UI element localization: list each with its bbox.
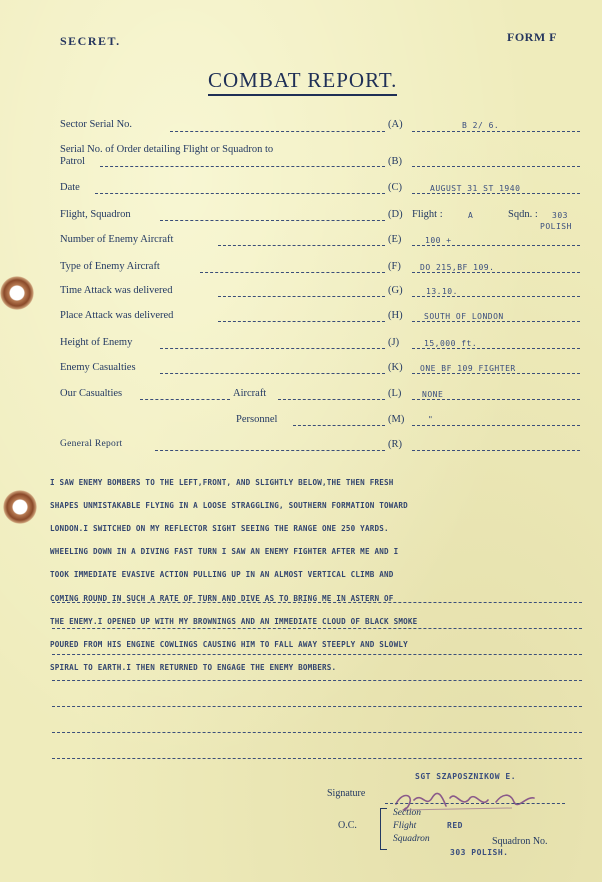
report-line: TOOK IMMEDIATE EVASIVE ACTION PULLING UP IN AN ALMOST VERTICAL CLIMB AND (50, 570, 394, 580)
field-label-height-enemy: Height of Enemy (60, 337, 133, 348)
report-line: COMING ROUND IN SUCH A RATE OF TURN AND DIVE AS TO BRING ME IN ASTERN OF (50, 593, 394, 603)
report-line: SHAPES UNMISTAKABLE FLYING IN A LOOSE STRAGGLING, SOUTHERN FORMATION TOWARD (50, 500, 408, 510)
field-value-place-attack: SOUTH OF LONDON (424, 312, 504, 321)
field-letter: (J) (388, 337, 400, 348)
field-sub-personnel: Personnel (236, 414, 278, 425)
field-label-enemy-casualties: Enemy Casualties (60, 362, 136, 373)
report-line: SPIRAL TO EARTH.I THEN RETURNED TO ENGAGE THE ENEMY BOMBERS. (50, 663, 337, 673)
field-value-height-enemy: 15,000 ft. (424, 339, 478, 348)
leader-dots (293, 425, 385, 426)
squadron-no-label: Squadron No. (492, 836, 548, 847)
field-letter: (H) (388, 310, 403, 321)
typed-pilot-name: SGT SZAPOSZNIKOW E. (415, 772, 517, 781)
field-value-squadron-name: POLISH (540, 222, 572, 231)
value-line (412, 131, 580, 132)
value-line (412, 193, 580, 194)
field-letter: (B) (388, 156, 402, 167)
field-label-number-enemy: Number of Enemy Aircraft (60, 234, 174, 245)
field-letter: (K) (388, 362, 403, 373)
field-letter: (D) (388, 209, 403, 220)
field-label-our-casualties: Our Casualties (60, 388, 123, 399)
blank-report-line (52, 758, 582, 759)
section-label: Section (393, 808, 421, 818)
field-letter: (G) (388, 285, 403, 296)
field-label-place-attack: Place Attack was delivered (60, 310, 174, 321)
field-value-flight: A (468, 211, 474, 220)
leader-dots (100, 166, 385, 167)
report-line: THE ENEMY.I OPENED UP WITH MY BROWNINGS AND AN IMMEDIATE CLOUD OF BLACK SMOKE (50, 616, 418, 626)
leader-dots (278, 399, 385, 400)
field-label-serial-order: Serial No. of Order detailing Flight or Squadron to (60, 144, 274, 155)
field-value-date: AUGUST 31 ST 1940 (430, 184, 521, 193)
field-letter: (A) (388, 119, 403, 130)
field-letter: (R) (388, 439, 402, 450)
blank-report-line (52, 680, 582, 681)
field-label-date: Date (60, 182, 80, 193)
field-sub-aircraft: Aircraft (233, 388, 267, 399)
squadron-sig-label: Squadron (393, 834, 430, 844)
report-line: POURED FROM HIS ENGINE COWLINGS CAUSING HIM TO FALL AWAY STEEPLY AND SLOWLY (50, 639, 408, 649)
leader-dots (140, 399, 230, 400)
value-line (412, 399, 580, 400)
flight-sig-label: Flight (393, 821, 417, 831)
report-line: WHEELING DOWN IN A DIVING FAST TURN I SAW AN ENEMY FIGHTER AFTER ME AND I (50, 547, 399, 557)
leader-dots (218, 245, 385, 246)
punch-hole-bottom (3, 490, 37, 524)
report-line: LONDON.I SWITCHED ON MY REFLECTOR SIGHT SEEING THE RANGE ONE 250 YARDS. (50, 523, 389, 533)
section-value: RED (447, 821, 463, 830)
field-value-type-enemy: DO 215,BF 109. (420, 263, 495, 272)
value-line (412, 373, 580, 374)
leader-dots (155, 450, 385, 451)
field-letter: (E) (388, 234, 402, 245)
bracket-mark (380, 808, 387, 850)
blank-report-line (52, 654, 582, 655)
squadron-no-value: 303 POLISH. (450, 848, 509, 857)
field-label-type-enemy: Type of Enemy Aircraft (60, 261, 160, 272)
value-line (412, 166, 580, 167)
value-line (412, 272, 580, 273)
leader-dots (200, 272, 385, 273)
leader-dots (170, 131, 385, 132)
field-value-enemy-casualties: ONE BF 109 FIGHTER (420, 364, 516, 373)
flight-label: Flight : (412, 209, 443, 220)
value-line (412, 321, 580, 322)
leader-dots (218, 321, 385, 322)
value-line (412, 425, 580, 426)
blank-report-line (52, 732, 582, 733)
leader-dots (160, 373, 385, 374)
field-letter: (F) (388, 261, 401, 272)
blank-report-line (52, 628, 582, 629)
field-value-sector-serial: B 2/ 6. (462, 121, 500, 130)
value-line (412, 245, 580, 246)
leader-dots (160, 348, 385, 349)
blank-report-line (52, 602, 582, 603)
classification-label: SECRET. (60, 34, 121, 48)
field-label-flight-squadron: Flight, Squadron (60, 209, 131, 220)
oc-label: O.C. (338, 820, 357, 831)
field-label-time-attack: Time Attack was delivered (60, 285, 173, 296)
leader-dots (160, 220, 385, 221)
leader-dots (218, 296, 385, 297)
signature-label: Signature (327, 788, 366, 799)
value-line (412, 450, 580, 451)
field-value-time-attack: 13.10. (426, 287, 458, 296)
blank-report-line (52, 706, 582, 707)
value-line (412, 348, 580, 349)
field-label-sector-serial: Sector Serial No. (60, 119, 133, 130)
signature-line (385, 803, 565, 804)
general-report-text (50, 465, 590, 685)
field-label-general-report: General Report (60, 439, 123, 449)
field-letter: (M) (388, 414, 405, 425)
squadron-label: Sqdn. : (508, 209, 538, 220)
leader-dots (95, 193, 385, 194)
field-value-personnel: " (428, 415, 434, 424)
value-line (412, 296, 580, 297)
field-label-serial-order-cont: Patrol (60, 156, 86, 167)
punch-hole-top (0, 276, 34, 310)
field-value-aircraft: NONE (422, 390, 444, 399)
field-letter: (C) (388, 182, 402, 193)
field-value-number-enemy: 100 + (425, 236, 452, 245)
field-value-squadron: 303 (552, 211, 568, 220)
form-id-label: FORM F (507, 30, 557, 44)
page-title: COMBAT REPORT. (208, 68, 397, 96)
report-line: I SAW ENEMY BOMBERS TO THE LEFT,FRONT, AND SLIGHTLY BELOW,THE THEN FRESH (50, 477, 394, 487)
field-letter: (L) (388, 388, 402, 399)
